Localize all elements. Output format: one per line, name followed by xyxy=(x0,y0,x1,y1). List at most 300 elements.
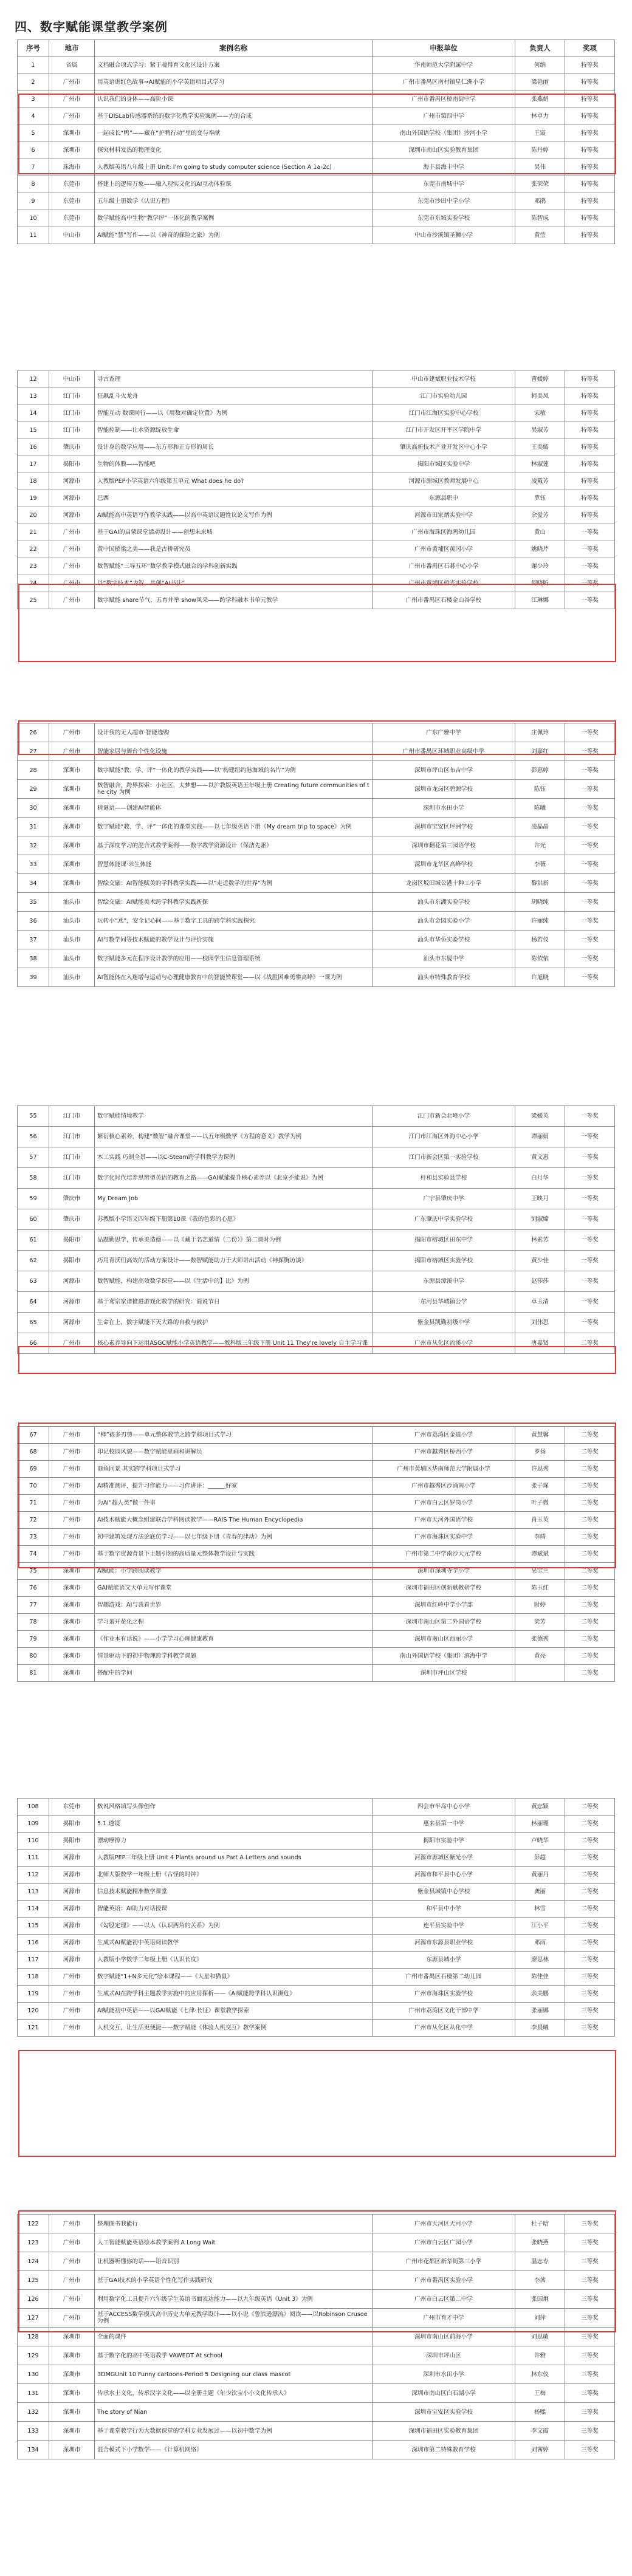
table-cell: 特等奖 xyxy=(565,473,615,490)
table-cell: 广州市 xyxy=(49,1969,95,1986)
table-cell: 深圳市第二特殊教育学校 xyxy=(373,2441,515,2459)
table-cell: 深圳市 xyxy=(49,125,95,142)
table-cell: 深圳市 xyxy=(49,2422,95,2441)
table-cell: 王美嫣 xyxy=(515,439,565,456)
table-cell: 汕头市东厦中学 xyxy=(373,949,515,968)
table-cell: 广州市 xyxy=(49,1495,95,1512)
table-cell: 中山市 xyxy=(49,371,95,388)
table-cell: 数字赋能“教、学、评”一体化的教学实践——以“构建纽约港海城的名片”为例 xyxy=(95,761,373,780)
table-cell: 133 xyxy=(18,2422,49,2441)
table-cell: 林素芳 xyxy=(515,1230,565,1251)
table-cell: 杨若仪 xyxy=(515,931,565,949)
table-row xyxy=(18,592,615,609)
table-cell: 利用数字化工具提升六年级学生英语书面表达能力——以九年级英语《Unit 3》为例 xyxy=(95,2290,373,2309)
table-cell: 深圳市水田小学 xyxy=(373,2365,515,2384)
table-cell: 三等奖 xyxy=(565,2290,615,2309)
table-cell: 21 xyxy=(18,524,49,541)
table-row xyxy=(18,1271,615,1292)
table-cell: 智能家居与舞台个性化设施 xyxy=(95,742,373,761)
table-cell: 陈玉红 xyxy=(515,1580,565,1597)
table-cell: 一等奖 xyxy=(565,912,615,931)
table-cell: 一等奖 xyxy=(565,1313,615,1333)
table-cell: 10 xyxy=(18,210,49,227)
table-cell: 江门市江海区实验中心学校 xyxy=(373,405,515,422)
table-cell: 三等奖 xyxy=(565,2403,615,2422)
table-cell: 基于课堂教学行为大数据课堂的学科专业发展过——以初中数学为例 xyxy=(95,2422,373,2441)
table-cell: 河源市 xyxy=(49,1935,95,1952)
table-cell: 陈佳佳 xyxy=(515,1969,565,1986)
table-cell: 赵莎莎 xyxy=(515,1271,565,1292)
table-cell: 深圳市 xyxy=(49,799,95,818)
table-cell: 河源市源城区紫光小学 xyxy=(373,1850,515,1867)
table-cell: 江门市新会区第一实验学校 xyxy=(373,1147,515,1168)
table-cell: 全面的课件 xyxy=(95,2328,373,2346)
table-row xyxy=(18,108,615,125)
table-cell: 广州市 xyxy=(49,74,95,91)
table-cell: 余美鹏 xyxy=(515,1986,565,2003)
table-cell: 基于GAI的启蒙课堂活动设计——创想未来城 xyxy=(95,524,373,541)
table-cell: 广州市 xyxy=(49,1461,95,1478)
column-header: 地市 xyxy=(49,40,95,57)
table-cell: 东源县城小学 xyxy=(373,1952,515,1969)
table-cell: 设计身的数学应用——东方形和正方形的周长 xyxy=(95,439,373,456)
table-cell: 智趣游戏：AI与我看世界 xyxy=(95,1597,373,1614)
table-cell: 邓鹃 xyxy=(515,193,565,210)
table-cell: 深圳市南山区白石湖小学 xyxy=(373,2384,515,2403)
table-cell: 用英语讲红色故事→AI赋能的小学英语项目式学习 xyxy=(95,74,373,91)
table-cell: 吴宝兰 xyxy=(515,1563,565,1580)
table-cell: 巧用青沃们高效的活动方案设计——数智赋能助力于大师讲出活动《神探胸访谈》 xyxy=(95,1251,373,1271)
table-row xyxy=(18,780,615,799)
table-cell: 彭超 xyxy=(515,1850,565,1867)
table-cell: 二等奖 xyxy=(565,1427,615,1444)
table-page xyxy=(17,371,615,609)
table-cell: 59 xyxy=(18,1189,49,1209)
table-cell: 130 xyxy=(18,2365,49,2384)
table-cell: 初中建筑发现方法论底仿学习——以七年级下册《青春的律动》为例 xyxy=(95,1529,373,1546)
table-cell: 四会市半岛中心小学 xyxy=(373,1799,515,1816)
table-cell: 一等奖 xyxy=(565,893,615,912)
table-cell: 广州市番禺区石楼金山谷学校 xyxy=(373,592,515,609)
table-row xyxy=(18,2020,615,2037)
case-table xyxy=(17,1426,615,1682)
table-cell: 特等奖 xyxy=(565,371,615,388)
table-cell: 65 xyxy=(18,1313,49,1333)
table-cell: 河源市 xyxy=(49,1918,95,1935)
table-cell: 江门市新会北峰小学 xyxy=(373,1106,515,1127)
table-cell: 刘嘉红 xyxy=(515,742,565,761)
table-cell: 35 xyxy=(18,893,49,912)
table-cell: 整理图书我能行 xyxy=(95,2215,373,2233)
table-cell: 紫金县凯勤初级中学 xyxy=(373,1313,515,1333)
table-cell: 林丽珊 xyxy=(515,1816,565,1833)
table-cell: 数智融合，跨界探索：小社区，大梦想——以沪教版英语五年级上册 Creating future communities of the city 为例 xyxy=(95,780,373,799)
table-cell: 一起成长“鸭”——藏在“护鸭行动”里的变与奉献 xyxy=(95,125,373,142)
table-row xyxy=(18,1127,615,1147)
table-cell: 三等奖 xyxy=(565,2003,615,2020)
table-cell: 江门市实验幼儿园 xyxy=(373,388,515,405)
table-cell: 广州市海珠区实验中学 xyxy=(373,1529,515,1546)
table-cell: 115 xyxy=(18,1918,49,1935)
table-cell: 广州市育才中学 xyxy=(373,2309,515,2328)
table-row xyxy=(18,1189,615,1209)
table-row xyxy=(18,2271,615,2290)
table-cell: 黄文惠 xyxy=(515,1147,565,1168)
table-cell: 卢晓华 xyxy=(515,1833,565,1850)
table-cell: 基于数字资源背景下主题引领的高质量元整体教学设计与实践 xyxy=(95,1546,373,1563)
table-row xyxy=(18,575,615,592)
table-row xyxy=(18,2290,615,2309)
table-cell: 姚晓芹 xyxy=(515,541,565,558)
table-cell: 刘茜婷 xyxy=(515,2441,565,2459)
table-cell: 卓玉清 xyxy=(515,1292,565,1313)
table-cell: 许光 xyxy=(515,836,565,855)
table-cell: 57 xyxy=(18,1147,49,1168)
table-cell: 河源市 xyxy=(49,1850,95,1867)
table-cell: 河源市东源县职业学校 xyxy=(373,1935,515,1952)
table-cell: 谢少玲 xyxy=(515,558,565,575)
table-row xyxy=(18,1529,615,1546)
table-cell: 许雅 xyxy=(515,2346,565,2365)
table-cell: 柯美凤 xyxy=(515,388,565,405)
table-cell: 一等奖 xyxy=(565,742,615,761)
table-cell: 广州市 xyxy=(49,723,95,742)
table-row xyxy=(18,1816,615,1833)
table-cell: 深圳市翻花第三园语学校 xyxy=(373,836,515,855)
table-cell: 和平县中小学 xyxy=(373,1901,515,1918)
table-cell: 陈钰 xyxy=(515,780,565,799)
table-cell: 李文霞 xyxy=(515,2422,565,2441)
table-cell: 深圳市福田区实验教育集团 xyxy=(373,2422,515,2441)
table-cell: 张荣荣 xyxy=(515,176,565,193)
table-cell: 肇庆市 xyxy=(49,439,95,456)
table-cell: 广州市 xyxy=(49,2215,95,2233)
table-cell: 江琳娜 xyxy=(515,592,565,609)
table-cell: AI赋能：小学跨阅读教学 xyxy=(95,1563,373,1580)
table-cell xyxy=(515,1665,565,1682)
table-row xyxy=(18,490,615,507)
table-cell: 二等奖 xyxy=(565,1512,615,1529)
table-cell: 基于GAI技术的小学英语个性化写作实践研究 xyxy=(95,2271,373,2290)
table-cell: 陈丹婷 xyxy=(515,142,565,159)
table-cell: 漂动摩擦力 xyxy=(95,1833,373,1850)
table-cell: 广州市番禺区石楼第二幼儿园 xyxy=(373,1969,515,1986)
table-cell: 罗扬 xyxy=(515,1444,565,1461)
table-cell: 二等奖 xyxy=(565,1952,615,1969)
table-cell: 东源县职中 xyxy=(373,490,515,507)
table-row xyxy=(18,2365,615,2384)
table-cell: 38 xyxy=(18,949,49,968)
table-cell: 特等奖 xyxy=(565,456,615,473)
table-cell: 二等奖 xyxy=(565,1597,615,1614)
table-cell: 广州市黄埔区华南师范大学附属小学 xyxy=(373,1461,515,1478)
table-cell: 72 xyxy=(18,1512,49,1529)
table-cell: 109 xyxy=(18,1816,49,1833)
table-cell: 广州市番禺区环城职业高级中学 xyxy=(373,742,515,761)
table-cell: 河源市 xyxy=(49,1867,95,1884)
table-cell: 黄丽丹 xyxy=(515,1867,565,1884)
table-cell: 数字化时代培养思辨型英语的教育之路——GAI赋能提升核心素养以《北京不能说》为例 xyxy=(95,1168,373,1189)
table-cell: 29 xyxy=(18,780,49,799)
table-cell: 深圳市龙华区高峰学校 xyxy=(373,855,515,874)
table-cell: 河源市 xyxy=(49,1292,95,1313)
table-row xyxy=(18,912,615,931)
table-cell: 黄慧馨 xyxy=(515,1427,565,1444)
table-cell: 63 xyxy=(18,1271,49,1292)
table-cell: 111 xyxy=(18,1850,49,1867)
table-cell: 深圳市 xyxy=(49,2328,95,2346)
table-cell: 肇庆市 xyxy=(49,1189,95,1209)
table-cell: 一等奖 xyxy=(565,968,615,987)
table-cell: 二等奖 xyxy=(565,1631,615,1648)
table-cell: 东莞市 xyxy=(49,193,95,210)
table-cell: 一等奖 xyxy=(565,836,615,855)
table-cell: 121 xyxy=(18,2020,49,2037)
table-cell: 110 xyxy=(18,1833,49,1850)
table-row xyxy=(18,193,615,210)
table-cell: 广州市越秀区沙涌南小学 xyxy=(373,1478,515,1495)
table-cell: 林卓力 xyxy=(515,108,565,125)
table-cell: 二等奖 xyxy=(565,1867,615,1884)
table-cell: 何晓听 xyxy=(515,575,565,592)
table-row xyxy=(18,1147,615,1168)
table-cell: 江门市 xyxy=(49,388,95,405)
table-cell: 深圳市 xyxy=(49,2384,95,2403)
table-cell: 三等奖 xyxy=(565,1986,615,2003)
table-cell: 广州市番禺区桥南街中学 xyxy=(373,91,515,108)
table-cell: 特等奖 xyxy=(565,74,615,91)
table-cell: 东河县华城镇公学 xyxy=(373,1292,515,1313)
table-cell: 一等奖 xyxy=(565,541,615,558)
table-cell: 二等奖 xyxy=(565,1901,615,1918)
table-cell: 汕头市 xyxy=(49,931,95,949)
case-table xyxy=(17,723,615,987)
table-row xyxy=(18,558,615,575)
table-cell: 肇庆高新技术产业开发区中心小学 xyxy=(373,439,515,456)
table-cell: 王霞 xyxy=(515,125,565,142)
table-cell: 26 xyxy=(18,723,49,742)
table-cell: 惠来县第一中学 xyxy=(373,1816,515,1833)
table-row xyxy=(18,761,615,780)
table-row xyxy=(18,1580,615,1597)
table-cell: 一等奖 xyxy=(565,592,615,609)
table-row xyxy=(18,1546,615,1563)
section-heading: 四、数字赋能课堂教学案例 xyxy=(15,19,168,34)
table-cell: 生成式AI赋能初中英语阅读教学 xyxy=(95,1935,373,1952)
table-cell: 海丰县海丰中学 xyxy=(373,159,515,176)
table-row xyxy=(18,473,615,490)
table-row xyxy=(18,1631,615,1648)
table-cell: 人教版英语八年级上册 Unit: I'm going to study computer science (Section A 1a-2c) xyxy=(95,159,373,176)
table-cell: 数智赋能“三导五环”数学教学模式融合的学科创新实践 xyxy=(95,558,373,575)
table-cell: 一等奖 xyxy=(565,575,615,592)
table-cell: 南山外国语学校（集团）滨海中学 xyxy=(373,1648,515,1665)
table-cell: 108 xyxy=(18,1799,49,1816)
table-cell: 广州市 xyxy=(49,1333,95,1354)
table-row xyxy=(18,1168,615,1189)
table-row xyxy=(18,541,615,558)
table-cell: 特等奖 xyxy=(565,57,615,74)
table-cell: 二等奖 xyxy=(565,1478,615,1495)
table-cell: 深圳市 xyxy=(49,1563,95,1580)
table-cell: 37 xyxy=(18,931,49,949)
table-cell: 三等奖 xyxy=(565,2365,615,2384)
table-cell: 信息技术赋能精准数学课堂 xyxy=(95,1884,373,1901)
table-cell: 22 xyxy=(18,541,49,558)
table-cell: 1 xyxy=(18,57,49,74)
table-page xyxy=(17,2214,615,2459)
table-cell: 广州市荔湾区金道小学 xyxy=(373,1427,515,1444)
table-cell: 广州市 xyxy=(49,524,95,541)
table-cell: 6 xyxy=(18,142,49,159)
table-cell: 123 xyxy=(18,2233,49,2252)
table-cell: 搭配中的学问 xyxy=(95,1665,373,1682)
table-row xyxy=(18,439,615,456)
table-cell: 一等奖 xyxy=(565,723,615,742)
table-cell: 杆和县实验县学校 xyxy=(373,1168,515,1189)
table-cell: 商鱼同景 其实跨学科项目式学习 xyxy=(95,1461,373,1478)
table-cell: 珠海市 xyxy=(49,159,95,176)
table-cell: 张子琛 xyxy=(515,1478,565,1495)
table-cell: 广州市第二中学南沙天元学校 xyxy=(373,1546,515,1563)
table-cell: 特等奖 xyxy=(565,108,615,125)
table-cell: 智能互动 数课同行——以《用数对确定位置》为例 xyxy=(95,405,373,422)
table-cell: 张晓燕 xyxy=(515,2233,565,2252)
table-cell: 汕头市金园实验小学 xyxy=(373,912,515,931)
table-cell: 25 xyxy=(18,592,49,609)
table-row xyxy=(18,1614,615,1631)
table-cell: 129 xyxy=(18,2346,49,2365)
table-cell: 张德秀 xyxy=(515,1631,565,1648)
table-cell: 梁芳 xyxy=(515,1614,565,1631)
table-cell: 112 xyxy=(18,1867,49,1884)
table-row xyxy=(18,1665,615,1682)
table-cell: 深圳市 xyxy=(49,874,95,893)
table-cell: 68 xyxy=(18,1444,49,1461)
table-cell: 王映月 xyxy=(515,1189,565,1209)
table-cell: “榫”孩多刃剪——单元整体教学之跨学科项目式学习 xyxy=(95,1427,373,1444)
table-cell: 河源市 xyxy=(49,473,95,490)
table-cell: 江门市开发区开平区学院中学 xyxy=(373,422,515,439)
table-cell: 《勾股定理》——以人《认识两角的关系》为例 xyxy=(95,1918,373,1935)
table-cell: 河源市源城区教师发展中心 xyxy=(373,473,515,490)
table-cell: 《作业本有话说》——小学学习心理健康教育 xyxy=(95,1631,373,1648)
table-cell: 广州市 xyxy=(49,91,95,108)
table-cell: 林淑莲 xyxy=(515,456,565,473)
table-cell: 广州市花都区新华街第三小学 xyxy=(373,2252,515,2271)
table-cell: 5.1 透镜 xyxy=(95,1816,373,1833)
table-row xyxy=(18,1106,615,1127)
table-cell: 学习蛋开花化之程 xyxy=(95,1614,373,1631)
table-cell: 紫金县城镇中心学校 xyxy=(373,1884,515,1901)
table-cell: 江门市 xyxy=(49,1168,95,1189)
table-cell: 李茜 xyxy=(515,2271,565,2290)
table-cell: 60 xyxy=(18,1209,49,1230)
table-cell: 广州市番禺区石碁中心小学 xyxy=(373,558,515,575)
table-row xyxy=(18,855,615,874)
table-cell: 125 xyxy=(18,2271,49,2290)
table-cell: 江门市 xyxy=(49,1127,95,1147)
column-header: 申报单位 xyxy=(373,40,515,57)
table-row xyxy=(18,507,615,524)
table-cell: 131 xyxy=(18,2384,49,2403)
table-cell: 深圳市 xyxy=(49,780,95,799)
table-cell: 陈依依 xyxy=(515,949,565,968)
table-cell: 以“数字技术”为智，共创“AI书法” xyxy=(95,575,373,592)
table-cell: 深圳市坪山区布吉中学 xyxy=(373,761,515,780)
table-cell: 特等奖 xyxy=(565,439,615,456)
table-cell: 李靖 xyxy=(515,1529,565,1546)
table-cell: 陈曦 xyxy=(515,799,565,818)
table-cell: 一等奖 xyxy=(565,874,615,893)
table-cell: 苏教版小学语文四年级下册第10课《我的色彩的心愿》 xyxy=(95,1209,373,1230)
table-cell: 广州市白云区广园小学 xyxy=(373,2233,515,2252)
table-cell: 二等奖 xyxy=(565,1444,615,1461)
table-row xyxy=(18,57,615,74)
table-row xyxy=(18,388,615,405)
table-cell: 一等奖 xyxy=(565,1209,615,1230)
table-cell: 黄亮 xyxy=(515,1648,565,1665)
table-cell: 广州市 xyxy=(49,2309,95,2328)
table-cell: 连平县实验中学 xyxy=(373,1918,515,1935)
table-row xyxy=(18,1935,615,1952)
table-row xyxy=(18,2384,615,2403)
table-cell: 繁衍核心素养，构建“数智”融合课堂——以五年级数学《方程的意义》教学为例 xyxy=(95,1127,373,1147)
table-cell: 叶子微 xyxy=(515,1495,565,1512)
table-cell: 深圳市 xyxy=(49,855,95,874)
table-page xyxy=(17,39,615,244)
table-cell: 特等奖 xyxy=(565,125,615,142)
table-cell: 深圳市红岭中学小学部 xyxy=(373,1597,515,1614)
table-row xyxy=(18,742,615,761)
table-cell: 广州市荔湾区文化干部中学 xyxy=(373,2003,515,2020)
table-page xyxy=(17,1798,615,2037)
table-cell: 深圳市 xyxy=(49,818,95,836)
table-cell: 揭阳市榕城区田东中学 xyxy=(373,1230,515,1251)
table-row xyxy=(18,1901,615,1918)
table-row xyxy=(18,405,615,422)
table-cell: 王梅 xyxy=(515,2384,565,2403)
table-cell: 广州市 xyxy=(49,2020,95,2037)
table-cell: 特等奖 xyxy=(565,159,615,176)
table-cell: 揭阳市 xyxy=(49,1833,95,1850)
table-cell: 中山市 xyxy=(49,227,95,244)
table-row xyxy=(18,1648,615,1665)
table-cell: 玩转小“燕”，安全记心间——基于数字工具的跨学科实践探究 xyxy=(95,912,373,931)
table-cell: 28 xyxy=(18,761,49,780)
table-cell: 基于数字化的高中英语教学 VAWEDT At school xyxy=(95,2346,373,2365)
table-cell: 一等奖 xyxy=(565,1251,615,1271)
table-cell: 广州市黄埔区桥光实验学校 xyxy=(373,575,515,592)
table-cell: 宋敏 xyxy=(515,405,565,422)
table-cell: 数字赋能 share节气，五育并举 show风采——跨学科融本书单元教学 xyxy=(95,592,373,609)
table-cell: 广州市黄埔区黄冈小学 xyxy=(373,541,515,558)
table-cell: 肇庆市 xyxy=(49,1209,95,1230)
table-cell: 让机器听懂你的话——语音识别 xyxy=(95,2252,373,2271)
table-row xyxy=(18,799,615,818)
table-cell: 二等奖 xyxy=(565,1918,615,1935)
table-cell: 江门市 xyxy=(49,405,95,422)
table-cell: 凌戴芳 xyxy=(515,473,565,490)
table-cell: 特等奖 xyxy=(565,507,615,524)
table-cell: 116 xyxy=(18,1935,49,1952)
table-cell: 邓雨 xyxy=(515,1935,565,1952)
table-cell: 生成式AI在跨学科主题教学实施中的应用探析——《AI赋能跨学科认识濒危》 xyxy=(95,1986,373,2003)
table-cell: AI精准测评，提升习作能力——习作讲评：______好家 xyxy=(95,1478,373,1495)
table-cell: 81 xyxy=(18,1665,49,1682)
table-cell: 基于深度学习的混合式教学案例——数字教学资源设计（保洁先驱） xyxy=(95,836,373,855)
table-cell: 广州市白云区罗岗小学 xyxy=(373,1495,515,1512)
